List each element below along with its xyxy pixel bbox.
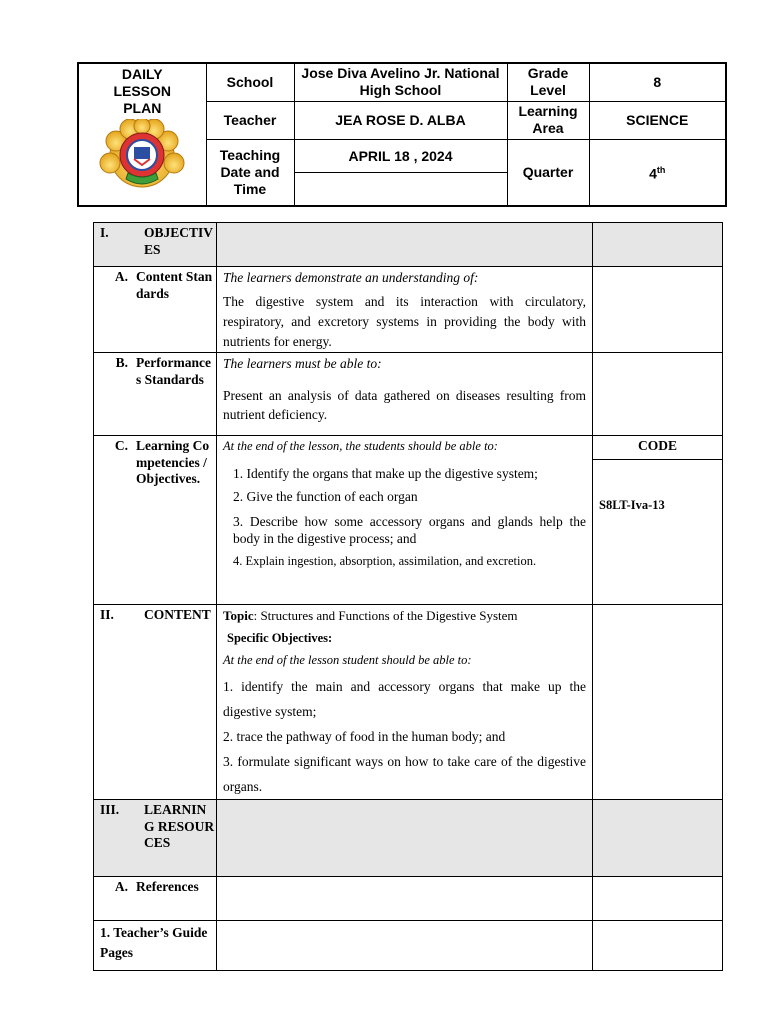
code-value: S8LT-Iva-13 [599, 498, 665, 512]
lesson-plan-table [93, 222, 723, 971]
school-seal-icon [86, 119, 198, 189]
objectives-row [94, 223, 723, 267]
content-standards-num: A. [114, 269, 128, 284]
grade-value: 8 [589, 63, 726, 101]
content-row [94, 605, 723, 800]
content-standards-intro: The learners demonstrate an understanding of: [223, 270, 479, 285]
quarter-suffix: th [656, 164, 666, 175]
teacher-label: Teacher [206, 101, 294, 139]
competencies-intro: At the end of the lesson, the students should be able to: [223, 439, 498, 453]
grade-label: Grade Level [507, 63, 589, 101]
quarter-cell [589, 139, 726, 206]
objectives-num: I. [100, 225, 109, 240]
teachers-guide-label: 1. Teacher’s Guide Pages [100, 925, 208, 960]
teaching-date-label: Teaching Date and Time [206, 139, 294, 206]
content-standards-row [94, 267, 723, 353]
performance-standards-intro: The learners must be able to: [223, 356, 382, 371]
quarter-value: 4 [649, 165, 657, 182]
references-row [94, 877, 723, 921]
content-standards-label: Content Standards [136, 269, 213, 301]
school-value: Jose Diva Avelino Jr. National High School [294, 63, 507, 101]
school-label: School [206, 63, 294, 101]
competency-item: 3. Describe how some accessory organs and glands help the body in the digestive process; and [233, 514, 586, 546]
competencies-list [223, 465, 586, 570]
quarter-label: Quarter [507, 139, 589, 206]
content-num: II. [100, 607, 114, 622]
teaching-time-value [295, 173, 507, 205]
teaching-date-cell [294, 139, 507, 206]
competency-item: 4. Explain ingestion, absorption, assimilation, and excretion. [233, 554, 537, 568]
learning-resources-row [94, 800, 723, 877]
teachers-guide-row [94, 921, 723, 971]
competency-item: 2. Give the function of each organ [233, 489, 418, 504]
header-table [77, 62, 727, 207]
content-objective-item: 2. trace the pathway of food in the human body; and [223, 729, 506, 744]
dlp-title-cell [78, 63, 206, 206]
code-header: CODE [593, 436, 722, 460]
topic-text: : Structures and Functions of the Digestive System [253, 608, 518, 623]
topic-label: Topic [223, 608, 254, 623]
references-num: A. [114, 879, 128, 894]
references-label: References [136, 879, 199, 894]
learning-area-value: SCIENCE [589, 101, 726, 139]
learning-resources-label: LEARNING RESOURCES [144, 802, 215, 850]
learning-area-label: Learning Area [507, 101, 589, 139]
content-objective-item: 1. identify the main and accessory organs that make up the digestive system; [223, 679, 586, 719]
competency-item: 1. Identify the organs that make up the digestive system; [233, 466, 538, 481]
specific-objectives-label: Specific Objectives: [227, 631, 333, 645]
competencies-num: C. [114, 438, 128, 453]
teacher-value: JEA ROSE D. ALBA [294, 101, 507, 139]
performance-standards-row [94, 353, 723, 436]
content-intro: At the end of the lesson student should be able to: [223, 653, 472, 667]
content-objective-item: 3. formulate significant ways on how to take care of the digestive organs. [223, 754, 586, 794]
content-label: CONTENT [144, 607, 211, 622]
learning-resources-num: III. [100, 802, 120, 817]
school-logo [79, 119, 206, 189]
competencies-label: Learning Competencies / Objectives. [136, 438, 210, 486]
content-standards-text: The digestive system and its interaction with circulatory, respiratory, and excretory systems in providing the body with nutrients for energy. [223, 294, 586, 349]
competencies-row [94, 436, 723, 605]
dlp-title: DAILY LESSON PLAN [113, 66, 172, 116]
performance-standards-label: Performances Standards [136, 355, 211, 387]
performance-standards-num: B. [115, 355, 128, 370]
objectives-label: OBJECTIVES [144, 225, 214, 257]
performance-standards-text: Present an analysis of data gathered on diseases resulting from nutrient deficiency. [223, 388, 586, 422]
teaching-date-value: APRIL 18 , 2024 [295, 140, 507, 173]
